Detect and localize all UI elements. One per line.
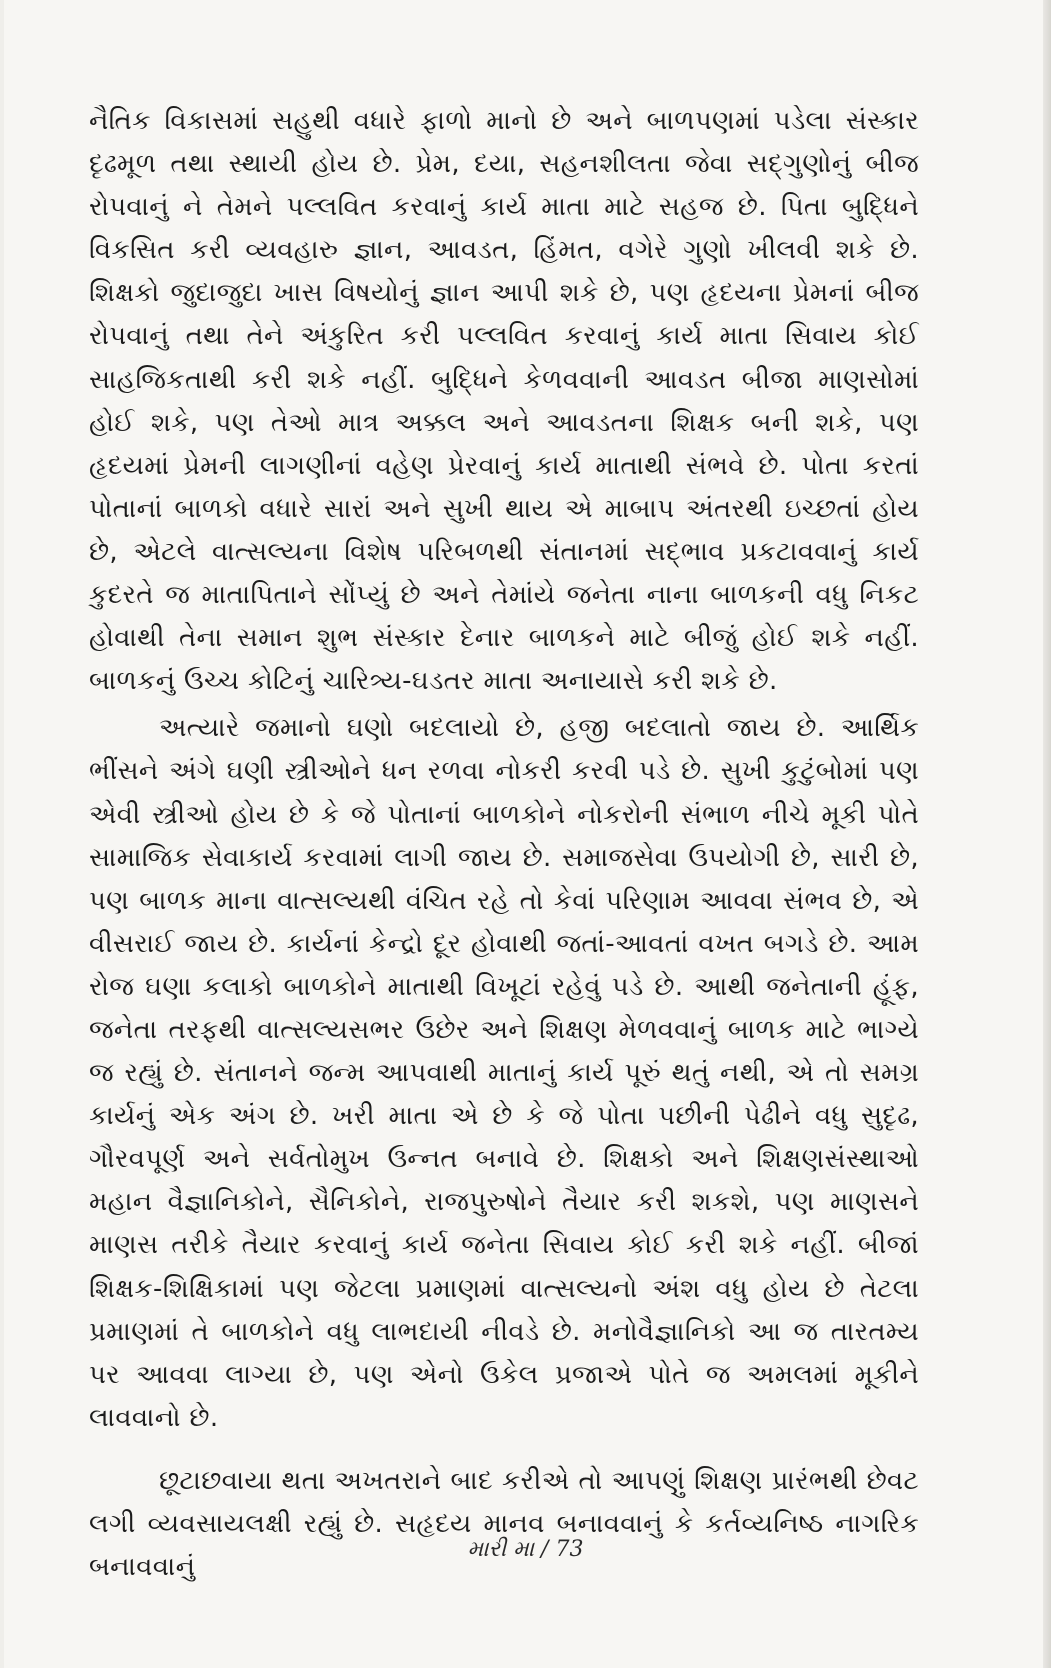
paragraph-2: અત્યારે જમાનો ઘણો બદલાયો છે, હજી બદલાતો જાય છે. આર્થિક ભીંસને અંગે ઘણી સ્ત્રીઓને ધન રળવા નોકરી કરવી પડે છે. સુખી કુટુંબોમાં પણ એવી સ્ત્રીઓ હોય છે કે જે પોતાનાં બાળકોને નોકરોની સંભાળ નીચે મૂકી પોતે સામાજિક સેવાકાર્ય કરવામાં લાગી જાય છે. સમાજસેવા ઉપયોગી છે, સારી છે, પણ બાળક માના વાત્સલ્યથી વંચિત રહે તો કેવાં પરિણામ આવવા સંભવ છે, એ વીસરાઈ જાય છે. કાર્યનાં કેન્દ્રો દૂર હોવાથી જતાં-આવતાં વખત બગડે છે. આમ રોજ ઘણા કલાકો બાળકોને માતાથી વિખૂટાં રહેવું પડે છે. આથી જનેતાની હૂંફ, જનેતા તરફથી વાત્સલ્યસભર ઉછેર અને શિક્ષણ મેળવવાનું બાળક માટે ભાગ્યે જ રહ્યું છે. સંતાનને જન્મ આપવાથી માતાનું કાર્ય પૂરું થતું નથી, એ તો સમગ્ર કાર્યનું એક અંગ છે. ખરી માતા એ છે કે જે પોતા પછીની પેઢીને વધુ સુદૃઢ, ગૌરવપૂર્ણ અને સર્વતોમુખ ઉન્નત બનાવે છે. શિક્ષકો અને શિક્ષણસંસ્થાઓ મહાન વૈજ્ઞાનિકોને, સૈનિકોને, રાજપુરુષોને તૈયાર કરી શકશે, પણ માણસને માણસ તરીકે તૈયાર કરવાનું કાર્ય જનેતા સિવાય કોઈ કરી શકે નહીં. બીજાં શિક્ષક-શિક્ષિકામાં પણ જેટલા પ્રમાણમાં વાત્સલ્યનો અંશ વધુ હોય છે તેટલા પ્રમાણમાં તે બાળકોને વધુ લાભદાયી નીવડે છે. મનોવૈજ્ઞાનિકો આ જ તારતમ્ય પર આવવા લાગ્યા છે, પણ એનો ઉકેલ પ્રજાએ પોતે જ અમલમાં મૂકીને લાવવાનો છે. <box>89 713 919 1433</box>
page-left-edge <box>0 0 4 1668</box>
paragraph-1: નૈતિક વિકાસમાં સહુથી વધારે ફાળો માનો છે અને બાળપણમાં પડેલા સંસ્કાર દૃઢમૂળ તથા સ્થાયી હોય છે. પ્રેમ, દયા, સહનશીલતા જેવા સદ્‌ગુણોનું બીજ રોપવાનું ને તેમને પલ્લવિત કરવાનું કાર્ય માતા માટે સહજ છે. પિતા બુદ્ધિને વિકસિત કરી વ્યવહારુ જ્ઞાન, આવડત, હિંમત, વગેરે ગુણો ખીલવી શકે છે. શિક્ષકો જુદાજુદા ખાસ વિષયોનું જ્ઞાન આપી શકે છે, પણ હૃદયના પ્રેમનાં બીજ રોપવાનું તથા તેને અંકુરિત કરી પલ્લવિત કરવાનું કાર્ય માતા સિવાય કોઈ સાહજિકતાથી કરી શકે નહીં. બુદ્ધિને કેળવવાની આવડત બીજા માણસોમાં હોઈ શકે, પણ તેઓ માત્ર અક્કલ અને આવડતના શિક્ષક બની શકે, પણ હૃદયમાં પ્રેમની લાગણીનાં વહેણ પ્રેરવાનું કાર્ય માતાથી સંભવે છે. પોતા કરતાં પોતાનાં બાળકો વધારે સારાં અને સુખી થાય એ માબાપ અંતરથી ઇચ્છતાં હોય છે, એટલે વાત્સલ્યના વિશેષ પરિબળથી સંતાનમાં સદ્‌ભાવ પ્રકટાવવાનું કાર્ય કુદરતે જ માતાપિતાને સોંપ્યું છે અને તેમાંયે જનેતા નાના બાળકની વધુ નિકટ હોવાથી તેના સમાન શુભ સંસ્કાર દેનાર બાળકને માટે બીજું હોઈ શકે નહીં. બાળકનું ઉચ્ચ કોટિનું ચારિત્ર્ય-ઘડતર માતા અનાયાસે કરી શકે છે. <box>89 106 919 697</box>
body-text <box>89 100 919 1589</box>
page-footer-folio: મારી મા / 73 <box>467 1537 584 1562</box>
page-right-edge <box>1043 0 1051 1668</box>
paragraph-3: છૂટાછવાયા થતા અખતરાને બાદ કરીએ તો આપણું શિક્ષણ પ્રારંભથી છેવટ લગી વ્યવસાયલક્ષી રહ્યું છે. સહૃદય માનવ બનાવવાનું કે કર્તવ્યનિષ્ઠ નાગરિક બનાવવાનું <box>89 1465 919 1583</box>
